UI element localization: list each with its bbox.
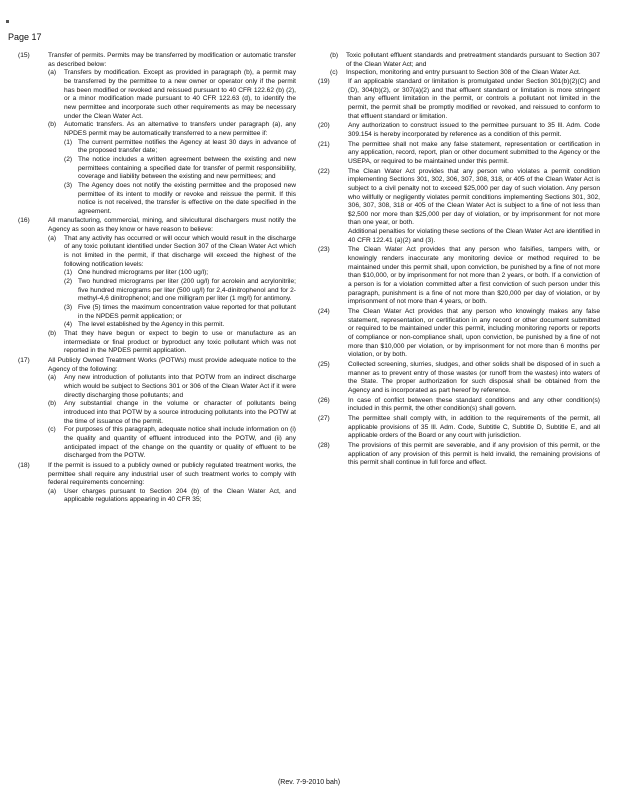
subitem-17a bbox=[48, 374, 296, 400]
item-text: The provisions of this permit are severable, and if any provision of this permit, or the application of any provision of this permit is held invalid, the remaining provisions of this permit shall continue in full force and effect. bbox=[348, 441, 600, 467]
subitem-text: One hundred micrograms per liter (100 ug/l); bbox=[78, 269, 209, 277]
subitem-label: (b) bbox=[48, 400, 57, 408]
subitem-15b3 bbox=[64, 182, 296, 217]
condition-28 bbox=[318, 442, 600, 468]
subitem-16b bbox=[48, 330, 296, 356]
condition-20 bbox=[318, 122, 600, 139]
condition-21 bbox=[318, 141, 600, 167]
subitem-17c bbox=[48, 426, 296, 461]
condition-26 bbox=[318, 397, 600, 414]
subitem-text: The current permittee notifies the Agency at least 30 days in advance of the proposed transfer date; bbox=[78, 138, 296, 155]
item-number: (22) bbox=[318, 167, 330, 175]
condition-18 bbox=[18, 462, 296, 505]
condition-22 bbox=[318, 168, 600, 246]
condition-15 bbox=[18, 52, 296, 216]
item-text: All Publicly Owned Treatment Works (POTWs) must provide adequate notice to the Agency of the following: bbox=[48, 356, 296, 373]
condition-17 bbox=[18, 357, 296, 461]
condition-24 bbox=[318, 308, 600, 360]
item-text: Any authorization to construct issued to the permittee pursuant to 35 Ill. Adm. Code 309.154 is hereby incorporated by reference as a condition of this permit. bbox=[348, 122, 600, 138]
item-text: The Clean Water Act provides that any person who violates a permit condition implementing Sections 301, 302, 306, 307, 308, 318, or 405 of the Clean Water Act is subject to a civil penalty not to exceed $25,000 per day of such violation. Any person who willfully or negligently violates permit conditions implementing Sections 301, 302, 306, 307, 308, 318 or 405 of the Clean Water Act is subject to a fine of not less than $2,500 nor more than $25,000 per day of violation, or by imprisonment for not more than one year, or both. bbox=[348, 167, 600, 227]
left-column bbox=[18, 52, 296, 506]
condition-25 bbox=[318, 361, 600, 396]
subitem-16a bbox=[48, 235, 296, 330]
subitem-text: Toxic pollutant effluent standards and pretreatment standards pursuant to Section 307 of the Clean Water Act; and bbox=[346, 52, 600, 68]
subitem-label: (4) bbox=[64, 321, 73, 329]
subitem-text: Two hundred micrograms per liter (200 ug/l) for acrolein and acrylonitrile; five hundred micrograms per liter (500 ug/l) for 2,4-dinitrophenol and for 2-methyl-4,6 dinitrophenol; and one milligram per liter (1 mg/l) for antimony. bbox=[78, 278, 296, 303]
subitem-15b bbox=[48, 121, 296, 216]
item-text: Transfer of permits. Permits may be transferred by modification or automatic transfer as described below: bbox=[48, 52, 296, 68]
item-text: If an applicable standard or limitation is promulgated under Section 301(b)(2)(C) and (D), 304(b)(2), or 307(a)(2) and that effluent standard or limitation is more stringent than any effluent limitation in the permit, or controls a pollutant not limited in the permit, the permit shall be promptly modified or revoked, and reissued to conform to that effluent standard or limitation. bbox=[348, 77, 600, 120]
subitem-text: For purposes of this paragraph, adequate notice shall include information on (i) the quality and quantity of effluent introduced into the POTW, and (ii) any anticipated impact of the change on the quantity or quality of effluent to be discharged from the POTW. bbox=[64, 426, 296, 460]
condition-16 bbox=[18, 217, 296, 356]
item-text: In case of conflict between these standard conditions and any other condition(s) included in this permit, the other condition(s) shall govern. bbox=[348, 396, 600, 413]
subitem-text: Automatic transfers. As an alternative to transfers under paragraph (a), any NPDES permit may be automatically transferred to a new permittee if: bbox=[64, 121, 296, 137]
item-number: (19) bbox=[318, 77, 330, 85]
item-text: Collected screening, slurries, sludges, and other solids shall be disposed of in such a manner as to prevent entry of those wastes (or runoff from the wastes) into waters of the State. The proper authorization for such disposal shall be obtained from the Agency and is incorporated as part hereof by reference. bbox=[348, 360, 600, 394]
subitem-text: That they have begun or expect to begin to use or manufacture as an intermediate or final product or byproduct any toxic pollutant which was not reported in the NPDES permit application. bbox=[64, 330, 296, 355]
item-number: (18) bbox=[18, 461, 30, 469]
subitem-label: (a) bbox=[48, 69, 57, 77]
subitem-label: (b) bbox=[48, 121, 57, 129]
item-number: (16) bbox=[18, 217, 30, 225]
item-text: All manufacturing, commercial, mining, and silvicultural dischargers must notify the Agency as soon as they know or have reason to believe: bbox=[48, 217, 296, 234]
subitem-16a3 bbox=[64, 304, 296, 321]
right-column bbox=[318, 52, 600, 469]
subitem-text: The notice includes a written agreement between the existing and new permittees containing a specified date for transfer of permit responsibility, coverage and liability between the existing and new permittees; and bbox=[78, 155, 296, 181]
item-text: The permittee shall comply with, in addition to the requirements of the permit, all applicable provisions of 35 Ill. Adm. Code, Subtitle C, Subtitle D, Subtitle E, and all applicable orders of the Board or any court with jurisdiction. bbox=[348, 414, 600, 440]
subitem-text: Five (5) times the maximum concentration value reported for that pollutant in the NPDES permit application; or bbox=[78, 304, 296, 320]
subitem-label: (a) bbox=[48, 487, 57, 495]
subitem-text: The level established by the Agency in this permit. bbox=[78, 321, 225, 329]
subitem-18b bbox=[330, 52, 600, 69]
item-number: (24) bbox=[318, 308, 330, 316]
subitem-label: (2) bbox=[64, 155, 73, 163]
subitem-15b1 bbox=[64, 139, 296, 156]
subitem-16a2 bbox=[64, 278, 296, 304]
item-number: (17) bbox=[18, 356, 30, 364]
subitem-16a4 bbox=[64, 321, 296, 330]
revision-footer: (Rev. 7-9-2010 bah) bbox=[277, 779, 341, 786]
subitem-label: (a) bbox=[48, 234, 57, 242]
subitem-18a bbox=[48, 488, 296, 505]
page-number: Page 17 bbox=[8, 32, 42, 42]
condition-19 bbox=[318, 78, 600, 121]
subitem-label: (b) bbox=[330, 52, 339, 59]
subitem-label: (b) bbox=[48, 330, 57, 337]
item-text: The Clean Water Act provides that any person who knowingly makes any false statement, representation, or certification in any record or other document submitted or required to be maintained under this permit, including monitoring reports or reports of compliance or non-compliance shall, upon conviction, be punished by a fine of not more than $10,000 per violation, or by imprisonment for not more than 6 months per violation, or by both. bbox=[348, 308, 600, 359]
item-number: (27) bbox=[318, 414, 330, 422]
subitem-16a1 bbox=[64, 269, 296, 278]
subitem-text: Inspection, monitoring and entry pursuant to Section 308 of the Clean Water Act. bbox=[346, 69, 581, 77]
subitem-label: (a) bbox=[48, 374, 57, 382]
subitem-text: That any activity has occurred or will occur which would result in the discharge of any toxic pollutant identified under Section 307 of the Clean Water Act which is not limited in the permit, if that discharge will exceed the highest of the following notification levels: bbox=[64, 234, 296, 268]
item-extra-text: Additional penalties for violating these sections of the Clean Water Act are identified in 40 CFR 122.41 (a)(2) and (3). bbox=[348, 228, 600, 244]
item-number: (21) bbox=[318, 140, 330, 148]
subitem-label: (3) bbox=[64, 304, 73, 312]
condition-27 bbox=[318, 415, 600, 441]
subitem-label: (3) bbox=[64, 181, 73, 189]
subitem-text: Transfers by modification. Except as provided in paragraph (b), a permit may be transferred by the permittee to a new owner or operator only if the permit has been modified or revoked and reissued pursuant to 40 CFR 122.62 (b) (2), or a minor modification made pursuant to 40 CFR 122.63 (d), to identify the new permittee and incorporate such other requirements as may be necessary under the Clean Water Act. bbox=[64, 69, 296, 120]
item-number: (25) bbox=[318, 360, 330, 368]
item-number: (26) bbox=[318, 396, 330, 404]
subitem-label: (c) bbox=[330, 69, 338, 77]
item-number: (23) bbox=[318, 246, 330, 254]
subitem-label: (1) bbox=[64, 138, 73, 146]
subitem-text: User charges pursuant to Section 204 (b) of the Clean Water Act, and applicable regulations appearing in 40 CFR 35; bbox=[64, 487, 296, 504]
subitem-text: Any substantial change in the volume or character of pollutants being introduced into that POTW by a source introducing pollutants into the POTW at the time of issuance of the permit. bbox=[64, 400, 296, 425]
subitem-15a bbox=[48, 69, 296, 121]
subitem-text: Any new introduction of pollutants into that POTW from an indirect discharge which would be subject to Sections 301 or 306 of the Clean Water Act if it were directly discharging those pollutants; and bbox=[64, 374, 296, 399]
subitem-label: (c) bbox=[48, 426, 56, 434]
subitem-15b2 bbox=[64, 156, 296, 182]
item-text: If the permit is issued to a publicly owned or publicly regulated treatment works, the permittee shall require any industrial user of such treatment works to comply with federal requirements concerning: bbox=[48, 461, 296, 487]
item-text: The permittee shall not make any false statement, representation or certification in any application, record, report, plan or other document submitted to the Agency or the USEPA, or required to be maintained under this permit. bbox=[348, 140, 600, 165]
subitem-18c bbox=[330, 69, 600, 78]
condition-23 bbox=[318, 246, 600, 307]
item-text: The Clean Water Act provides that any person who falsifies, tampers with, or knowingly renders inaccurate any monitoring device or method required to be maintained under this permit shall, upon conviction, be punished by a fine of not more than $10,000, or by imprisonment for not more than 2 years, or both. If a conviction of a person is for a violation committed after a first conviction of such person under this paragraph, punishment is a fine of not more than $20,000 per day of violation, or by imprisonment of not more than 4 years, or both. bbox=[348, 246, 600, 306]
item-number: (28) bbox=[318, 441, 330, 449]
subitem-17b bbox=[48, 400, 296, 426]
subitem-text: The Agency does not notify the existing permittee and the proposed new permittee of its intent to modify or revoke and reissue the permit. If this notice is not received, the transfer is effective on the date specified in the agreement. bbox=[78, 181, 296, 215]
item-number: (15) bbox=[18, 52, 30, 59]
item-number: (20) bbox=[318, 122, 330, 130]
subitem-label: (1) bbox=[64, 269, 73, 277]
subitem-label: (2) bbox=[64, 278, 73, 286]
page-mark bbox=[6, 20, 9, 23]
